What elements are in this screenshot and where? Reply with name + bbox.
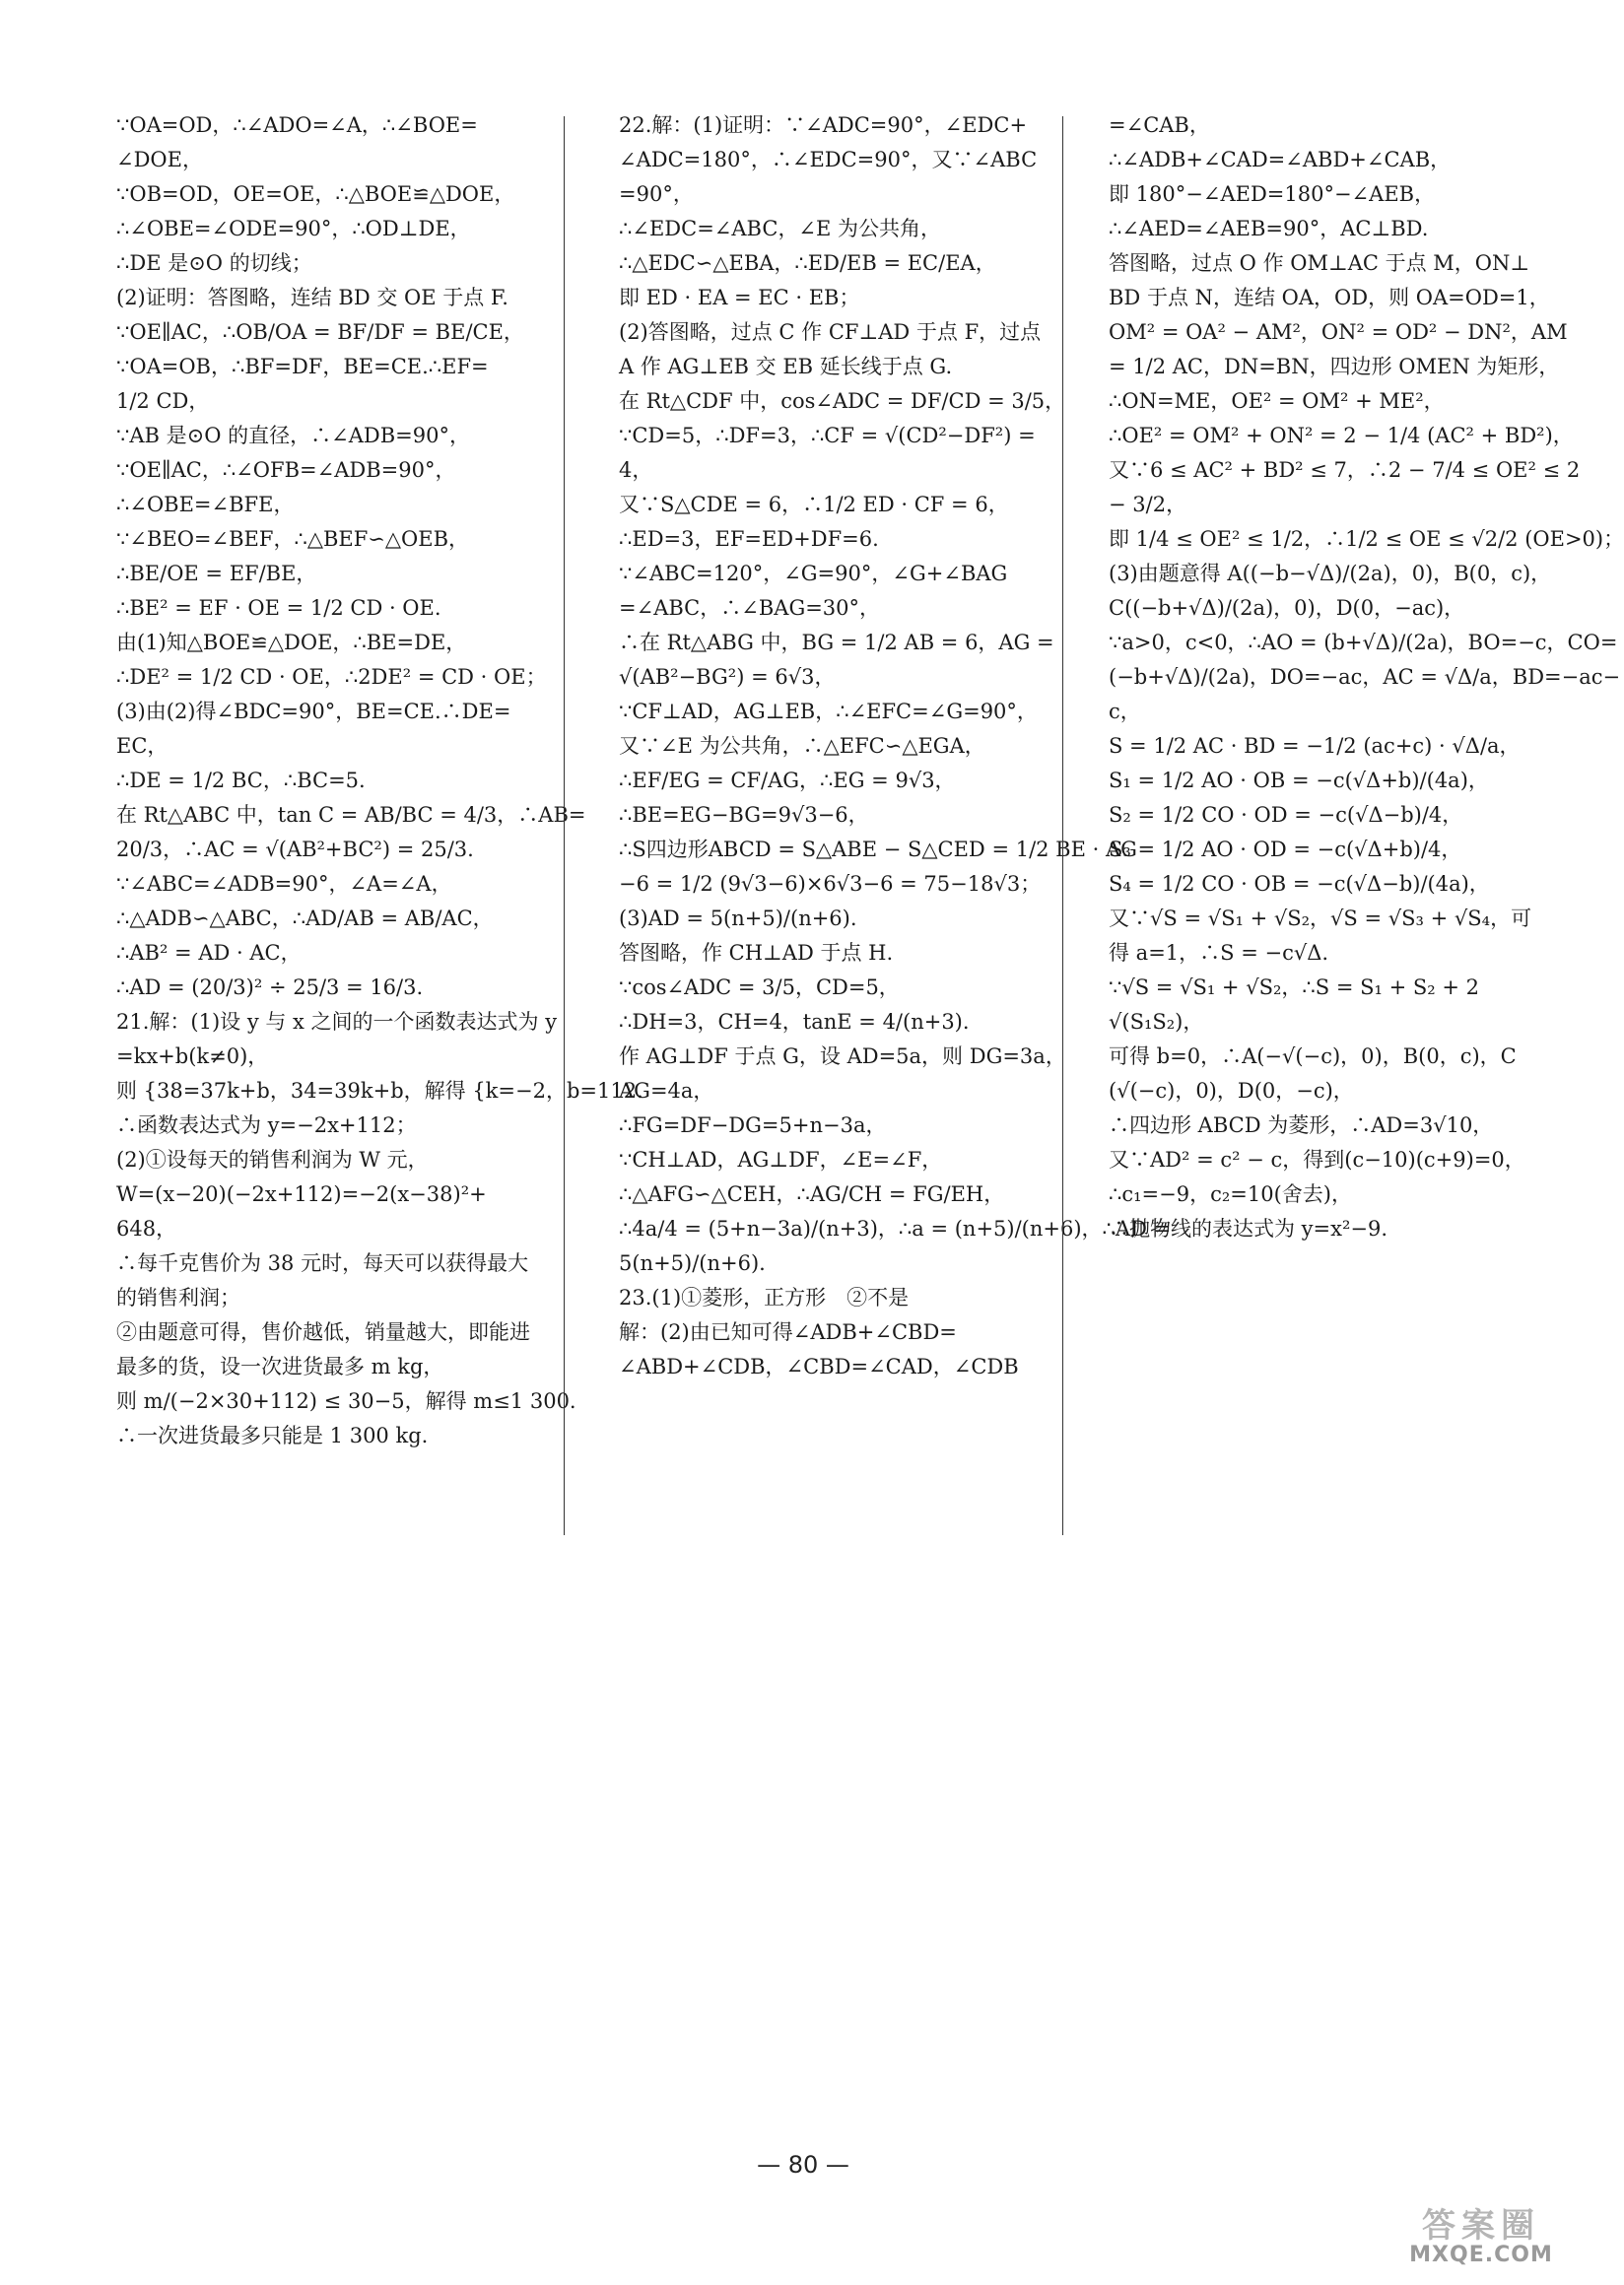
text-line: 则 m/(−2×30+112) ≤ 30−5，解得 m≤1 300. <box>116 1389 576 1413</box>
answer-column-1 <box>116 108 643 1453</box>
text-line: 648， <box>116 1217 177 1241</box>
text-line: S = 1/2 AC · BD = −1/2 (ac+c) · √Δ/a， <box>1109 734 1521 758</box>
text-line: ∴4a/4 = (5+n−3a)/(n+3)，∴a = (n+5)/(n+6)，∴AD = <box>619 1217 1172 1241</box>
text-line: (3)由(2)得∠BDC=90°，BE=CE.∴DE= <box>116 700 511 723</box>
text-line: 22.解：(1)证明：∵∠ADC=90°，∠EDC+ <box>619 113 1028 137</box>
text-line: ∵∠BEO=∠BEF，∴△BEF∽△OEB， <box>116 527 470 551</box>
text-line: 又∵√S = √S₁ + √S₂，√S = √S₃ + √S₄，可 <box>1109 907 1532 930</box>
text-line: 1/2 CD， <box>116 389 210 413</box>
text-line: EC， <box>116 734 169 758</box>
text-line: ∴ED=3，EF=ED+DF=6. <box>619 527 879 551</box>
text-line: 23.(1)①菱形，正方形 ②不是 <box>619 1286 910 1310</box>
column-divider <box>1062 116 1063 1535</box>
text-line: 即 180°−∠AED=180°−∠AEB， <box>1109 182 1436 206</box>
text-line: ∵CH⊥AD，AG⊥DF，∠E=∠F， <box>619 1148 943 1172</box>
text-line: ∠DOE， <box>116 148 203 171</box>
text-line: =∠ABC，∴∠BAG=30°， <box>619 596 881 620</box>
text-line: 答图略，过点 O 作 OM⊥AC 于点 M，ON⊥ <box>1109 251 1530 275</box>
text-line: ∴∠AED=∠AEB=90°，AC⊥BD. <box>1109 217 1429 240</box>
text-line: √(AB²−BG²) = 6√3， <box>619 665 836 689</box>
text-line: ∵OE∥AC，∴∠OFB=∠ADB=90°， <box>116 458 456 482</box>
text-line: ∴∠OBE=∠ODE=90°，∴OD⊥DE， <box>116 217 471 240</box>
text-line: 在 Rt△ABC 中，tan C = AB/BC = 4/3，∴AB= <box>116 803 586 827</box>
text-line: 又∵AD² = c² − c，得到(c−10)(c+9)=0， <box>1109 1148 1525 1172</box>
text-line: ∴函数表达式为 y=−2x+112； <box>116 1113 417 1137</box>
text-line: ∵cos∠ADC = 3/5，CD=5， <box>619 975 900 999</box>
column-divider <box>564 116 565 1535</box>
text-line: ∴DE 是⊙O 的切线； <box>116 251 312 275</box>
text-line: 最多的货，设一次进货最多 m kg， <box>116 1355 444 1378</box>
text-line: 答图略，作 CH⊥AD 于点 H. <box>619 941 894 965</box>
text-line: ∵√S = √S₁ + √S₂，∴S = S₁ + S₂ + 2 <box>1109 975 1479 999</box>
text-line: S₄ = 1/2 CO · OB = −c(√Δ−b)/(4a)， <box>1109 872 1490 896</box>
text-line: 则 {38=37k+b，34=39k+b，解得 {k=−2，b=112. <box>116 1079 643 1103</box>
watermark-logo-text: 答案圈 <box>1422 2206 1540 2246</box>
text-line: ∴AD = (20/3)² ÷ 25/3 = 16/3. <box>116 975 424 999</box>
text-line: (√(−c)，0)，D(0，−c)， <box>1109 1079 1354 1103</box>
text-line: =kx+b(k≠0)， <box>116 1044 269 1068</box>
text-line: C((−b+√Δ)/(2a)，0)，D(0，−ac)， <box>1109 596 1465 620</box>
text-line: ∵CF⊥AD，AG⊥EB，∴∠EFC=∠G=90°， <box>619 700 1038 723</box>
text-line: 可得 b=0，∴A(−√(−c)，0)，B(0，c)，C <box>1109 1044 1517 1068</box>
text-line: S₂ = 1/2 CO · OD = −c(√Δ−b)/4， <box>1109 803 1463 827</box>
text-line: ∴S四边形ABCD = S△ABE − S△CED = 1/2 BE · AG <box>619 838 1137 861</box>
text-line: ∵OB=OD，OE=OE，∴△BOE≌△DOE， <box>116 182 515 206</box>
watermark-site: MXQE.COM <box>1409 2243 1553 2267</box>
text-line: 又∵6 ≤ AC² + BD² ≤ 7，∴2 − 7/4 ≤ OE² ≤ 2 <box>1109 458 1581 482</box>
text-line: (2)证明：答图略，连结 BD 交 OE 于点 F. <box>116 286 508 309</box>
text-line: −6 = 1/2 (9√3−6)×6√3−6 = 75−18√3； <box>619 872 1042 896</box>
text-line: ∠ABD+∠CDB，∠CBD=∠CAD，∠CDB <box>619 1355 1019 1378</box>
text-line: ∵CD=5，∴DF=3，∴CF = √(CD²−DF²) = <box>619 424 1036 447</box>
text-line: ∠ADC=180°，∴∠EDC=90°，又∵∠ABC <box>619 148 1038 171</box>
text-line: (3)AD = 5(n+5)/(n+6). <box>619 907 857 930</box>
text-line: ∴∠EDC=∠ABC，∠E 为公共角， <box>619 217 942 240</box>
text-line: OM² = OA² − AM²，ON² = OD² − DN²，AM <box>1109 320 1568 344</box>
text-line: ∵AB 是⊙O 的直径，∴∠ADB=90°， <box>116 424 470 447</box>
text-line: ∴抛物线的表达式为 y=x²−9. <box>1109 1217 1388 1241</box>
text-line: A 作 AG⊥EB 交 EB 延长线于点 G. <box>619 355 953 378</box>
text-line: ②由题意可得，售价越低，销量越大，即能进 <box>116 1320 530 1344</box>
text-line: ∴BE/OE = EF/BE， <box>116 562 317 585</box>
text-line: ∴在 Rt△ABG 中，BG = 1/2 AB = 6，AG = <box>619 631 1054 654</box>
text-line: =90°， <box>619 182 694 206</box>
text-line: 即 1/4 ≤ OE² ≤ 1/2，∴1/2 ≤ OE ≤ √2/2 (OE>0)； <box>1109 527 1624 551</box>
text-line: √(S₁S₂)， <box>1109 1010 1204 1034</box>
text-line: ∴△ADB∽△ABC，∴AD/AB = AB/AC， <box>116 907 494 930</box>
text-line: − 3/2， <box>1109 493 1187 516</box>
text-line: ∵∠ABC=120°，∠G=90°，∠G+∠BAG <box>619 562 1008 585</box>
text-line: (−b+√Δ)/(2a)，DO=−ac，AC = √Δ/a，BD=−ac− <box>1109 665 1621 689</box>
text-line: BD 于点 N，连结 OA，OD，则 OA=OD=1， <box>1109 286 1550 309</box>
text-line: ∴一次进货最多只能是 1 300 kg. <box>116 1424 429 1447</box>
watermark-logo <box>1378 2198 1585 2267</box>
text-line: c， <box>1109 700 1141 723</box>
text-line: 在 Rt△CDF 中，cos∠ADC = DF/CD = 3/5， <box>619 389 1066 413</box>
text-line: 的销售利润； <box>116 1286 240 1310</box>
text-line: ∴OE² = OM² + ON² = 2 − 1/4 (AC² + BD²)， <box>1109 424 1574 447</box>
text-line: ∴∠ADB+∠CAD=∠ABD+∠CAB， <box>1109 148 1452 171</box>
text-line: 5(n+5)/(n+6). <box>619 1251 766 1275</box>
text-line: 又∵S△CDE = 6，∴1/2 ED · CF = 6， <box>619 493 1009 516</box>
text-line: AG=4a， <box>619 1079 714 1103</box>
text-line: 20/3，∴AC = √(AB²+BC²) = 25/3. <box>116 838 474 861</box>
text-line: ∴每千克售价为 38 元时，每天可以获得最大 <box>116 1251 529 1275</box>
text-line: 得 a=1，∴S = −c√Δ. <box>1109 941 1329 965</box>
text-line: ∴FG=DF−DG=5+n−3a， <box>619 1113 887 1137</box>
text-line: ∴c₁=−9，c₂=10(舍去)， <box>1109 1182 1352 1206</box>
text-line: ∵OE∥AC，∴OB/OA = BF/DF = BE/CE， <box>116 320 524 344</box>
text-line: = 1/2 AC，DN=BN，四边形 OMEN 为矩形， <box>1109 355 1560 378</box>
page-number: — 80 — <box>757 2151 849 2179</box>
text-line: 作 AG⊥DF 于点 G，设 AD=5a，则 DG=3a， <box>619 1044 1066 1068</box>
text-line: ∴△EDC∽△EBA，∴ED/EB = EC/EA， <box>619 251 996 275</box>
text-line: ∴BE=EG−BG=9√3−6， <box>619 803 869 827</box>
text-line: ∴BE² = EF · OE = 1/2 CD · OE. <box>116 596 441 620</box>
text-line: ∴DE² = 1/2 CD · OE，∴2DE² = CD · OE； <box>116 665 547 689</box>
text-line: 即 ED · EA = EC · EB； <box>619 286 860 309</box>
text-line: ∵a>0，c<0，∴AO = (b+√Δ)/(2a)，BO=−c，CO= <box>1109 631 1618 654</box>
text-line: 21.解：(1)设 y 与 x 之间的一个函数表达式为 y <box>116 1010 558 1034</box>
text-line: W=(x−20)(−2x+112)=−2(x−38)²+ <box>116 1182 487 1206</box>
text-line: S₃ = 1/2 AO · OD = −c(√Δ+b)/4， <box>1109 838 1462 861</box>
text-line: ∴△AFG∽△CEH，∴AG/CH = FG/EH， <box>619 1182 1005 1206</box>
answer-column-3 <box>1109 108 1624 1246</box>
text-line: (2)答图略，过点 C 作 CF⊥AD 于点 F，过点 <box>619 320 1042 344</box>
text-line: ∵OA=OD，∴∠ADO=∠A，∴∠BOE= <box>116 113 478 137</box>
text-line: ∴DE = 1/2 BC，∴BC=5. <box>116 769 366 792</box>
text-line: ∴DH=3，CH=4，tanE = 4/(n+3). <box>619 1010 970 1034</box>
text-line: 又∵∠E 为公共角，∴△EFC∽△EGA， <box>619 734 985 758</box>
text-line: S₁ = 1/2 AO · OB = −c(√Δ+b)/(4a)， <box>1109 769 1489 792</box>
text-line: (2)①设每天的销售利润为 W 元， <box>116 1148 429 1172</box>
text-line: =∠CAB， <box>1109 113 1210 137</box>
text-line: ∴四边形 ABCD 为菱形，∴AD=3√10， <box>1109 1113 1494 1137</box>
text-line: ∵∠ABC=∠ADB=90°，∠A=∠A， <box>116 872 452 896</box>
text-line: ∴AB² = AD · AC， <box>116 941 302 965</box>
text-line: ∴EF/EG = CF/AG，∴EG = 9√3， <box>619 769 956 792</box>
text-line: 解：(2)由已知可得∠ADB+∠CBD= <box>619 1320 957 1344</box>
text-line: ∵OA=OB，∴BF=DF，BE=CE.∴EF= <box>116 355 489 378</box>
text-line: ∴∠OBE=∠BFE， <box>116 493 295 516</box>
text-line: 4， <box>619 458 653 482</box>
text-line: ∴ON=ME，OE² = OM² + ME²， <box>1109 389 1445 413</box>
text-line: 由(1)知△BOE≌△DOE，∴BE=DE， <box>116 631 467 654</box>
text-line: (3)由题意得 A((−b−√Δ)/(2a)，0)，B(0，c)， <box>1109 562 1552 585</box>
